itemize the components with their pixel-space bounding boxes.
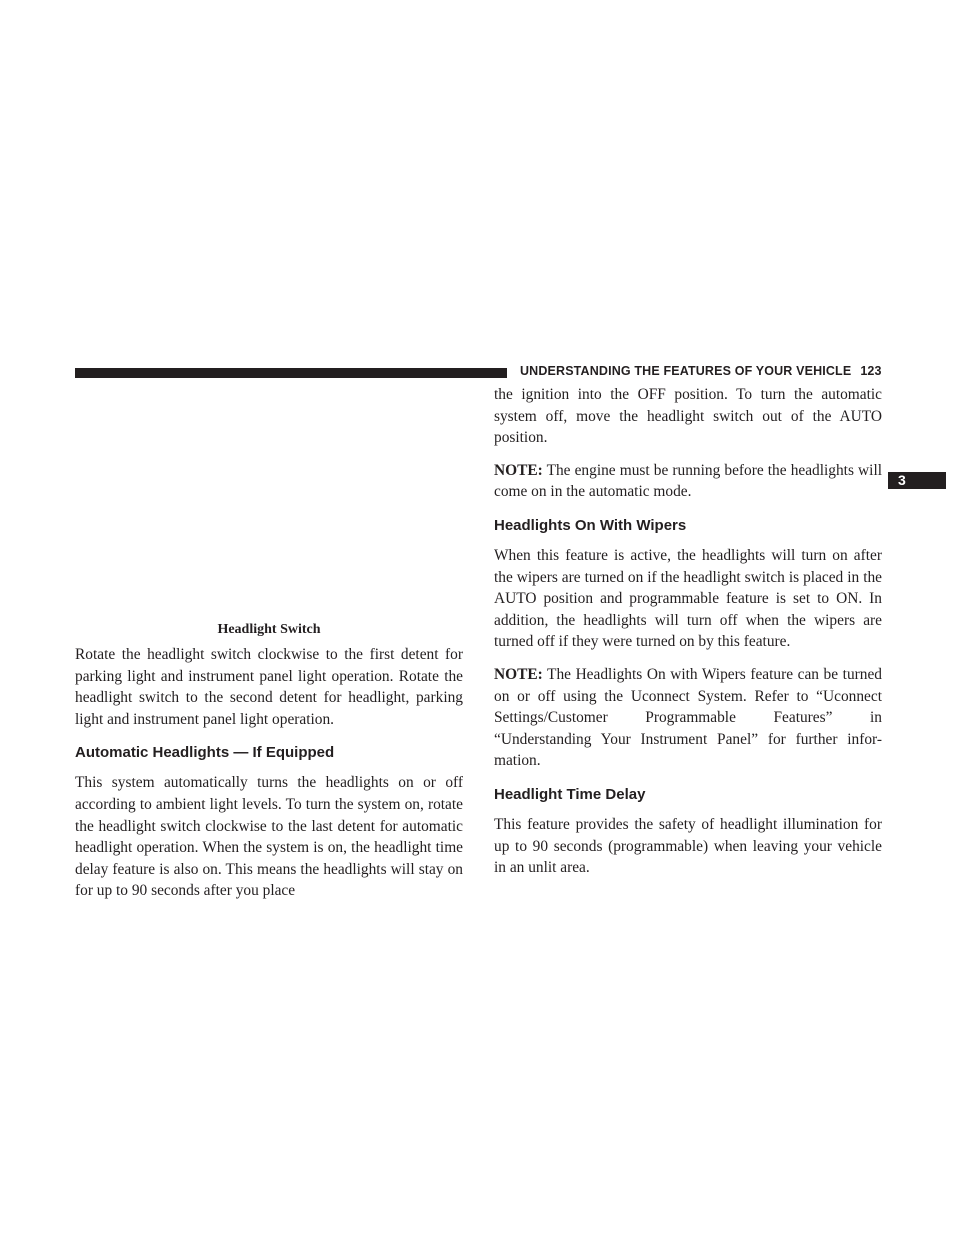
left-column (75, 644, 463, 913)
running-header (520, 364, 882, 378)
note-paragraph (494, 460, 882, 503)
figure-caption: Headlight Switch (217, 622, 321, 637)
note-paragraph (494, 664, 882, 772)
header-rule (75, 368, 507, 378)
note-text: The Headlights On with Wipers feature can be turned on or off using the Uconnect System. Refer to “Uconnect Settings/Customer Programmable Features” in “Understanding Your Instrument Panel” for further infor- mation. (494, 665, 882, 770)
paragraph: This system automatically turns the headlights on or off according to ambient light levels. To turn the system on, rotate the headlight switch clockwise to the last detent for automatic headlight operation. When the system is on, the headlight time delay feature is also on. This means the headlights will stay on for up to 90 seconds after you place (75, 774, 463, 900)
section-heading: Headlights On With Wipers (494, 516, 687, 534)
note-text: The engine must be running before the headlights will come on in the automatic mode. (494, 461, 882, 501)
chapter-tab: 3 (888, 472, 946, 489)
section-title: UNDERSTANDING THE FEATURES OF YOUR VEHICLE (520, 364, 852, 378)
page-number: 123 (860, 364, 882, 378)
paragraph: the ignition into the OFF position. To turn the automatic system off, move the headlight switch out of the AUTO position. (494, 386, 882, 447)
paragraph: Rotate the headlight switch clockwise to the first detent for parking light and instrument panel light operation. Rotate the headlight switch to the second detent for headlight, parking light and instrument panel light operation. (75, 646, 463, 728)
paragraph: This feature provides the safety of headlight illumination for up to 90 seconds (programmable) when leaving your vehicle in an unlit area. (494, 815, 882, 877)
note-label: NOTE: (494, 665, 543, 683)
section-heading: Headlight Time Delay (494, 785, 646, 803)
section-heading: Automatic Headlights — If Equipped (75, 744, 335, 762)
right-column (494, 384, 882, 890)
note-label: NOTE: (494, 461, 543, 479)
figure-image-area (75, 385, 463, 617)
paragraph: When this feature is active, the headlights will turn on after the wipers are turned on if the headlight switch is placed in the AUTO position and programmable feature is set to ON. In addition, the headlights will turn off when the wipers are turned off if they were turned on by this feature. (494, 546, 882, 651)
